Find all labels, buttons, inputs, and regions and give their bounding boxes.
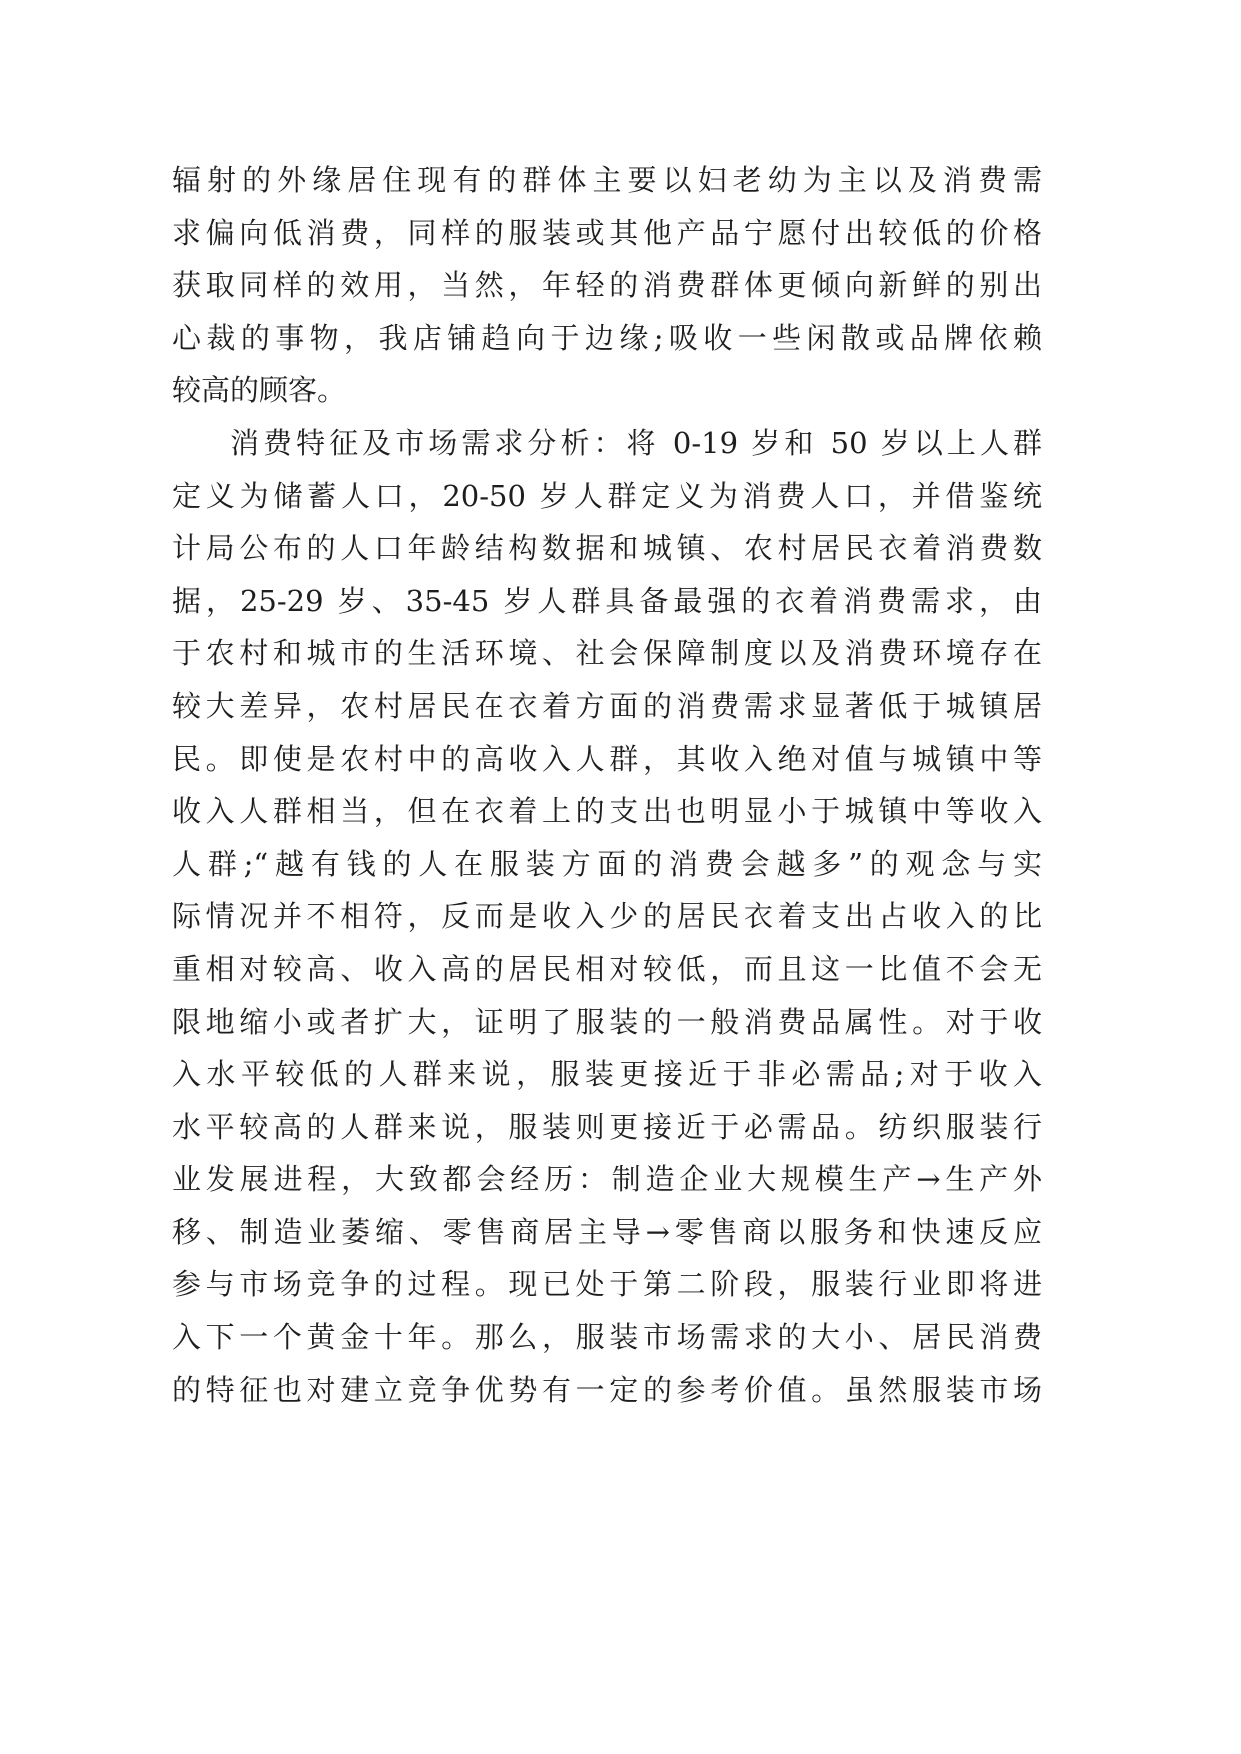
text-line: 入水平较低的人群来说，服装更接近于非必需品;对于收入 [172, 1057, 1042, 1092]
text-line: 计局公布的人口年龄结构数据和城镇、农村居民衣着消费数 [172, 531, 1042, 566]
text-line: 较高的顾客。 [172, 373, 347, 408]
text-line: 际情况并不相符，反而是收入少的居民衣着支出占收入的比 [172, 899, 1042, 934]
paragraph-2 [172, 417, 1042, 1416]
text-line: 消费特征及市场需求分析：将 0-19 岁和 50 岁以上人群 [230, 425, 1042, 460]
text-line: 参与市场竞争的过程。现已处于第二阶段，服装行业即将进 [172, 1267, 1042, 1302]
text-line: 人群;“越有钱的人在服装方面的消费会越多”的观念与实 [172, 846, 1042, 881]
text-line: 辐射的外缘居住现有的群体主要以妇老幼为主以及消费需 [172, 163, 1042, 197]
text-line: 入下一个黄金十年。那么，服装市场需求的大小、居民消费 [172, 1320, 1042, 1355]
text-line: 限地缩小或者扩大，证明了服装的一般消费品属性。对于收 [172, 1004, 1042, 1039]
text-line: 重相对较高、收入高的居民相对较低，而且这一比值不会无 [172, 951, 1042, 986]
text-line: 较大差异，农村居民在衣着方面的消费需求显著低于城镇居 [172, 688, 1042, 723]
text-line: 获取同样的效用，当然，年轻的消费群体更倾向新鲜的别出 [172, 268, 1042, 303]
text-line: 据，25-29 岁、35-45 岁人群具备最强的衣着消费需求，由 [172, 583, 1042, 618]
text-line: 业发展进程，大致都会经历：制造企业大规模生产→生产外 [172, 1162, 1042, 1197]
text-line: 定义为储蓄人口，20-50 岁人群定义为消费人口，并借鉴统 [172, 478, 1042, 513]
text-line: 水平较高的人群来说，服装则更接近于必需品。纺织服装行 [172, 1109, 1042, 1144]
text-line: 民。即使是农村中的高收入人群，其收入绝对值与城镇中等 [172, 741, 1042, 776]
text-line: 的特征也对建立竞争优势有一定的参考价值。虽然服装市场 [172, 1372, 1042, 1407]
text-line: 求偏向低消费，同样的服装或其他产品宁愿付出较低的价格 [172, 215, 1042, 250]
document-body [172, 154, 1042, 1416]
text-line: 于农村和城市的生活环境、社会保障制度以及消费环境存在 [172, 636, 1042, 671]
text-line: 心裁的事物，我店铺趋向于边缘;吸收一些闲散或品牌依赖 [172, 320, 1042, 355]
text-line: 收入人群相当，但在衣着上的支出也明显小于城镇中等收入 [172, 794, 1042, 829]
paragraph-1 [172, 154, 1042, 417]
text-line: 移、制造业萎缩、零售商居主导→零售商以服务和快速反应 [172, 1214, 1042, 1249]
